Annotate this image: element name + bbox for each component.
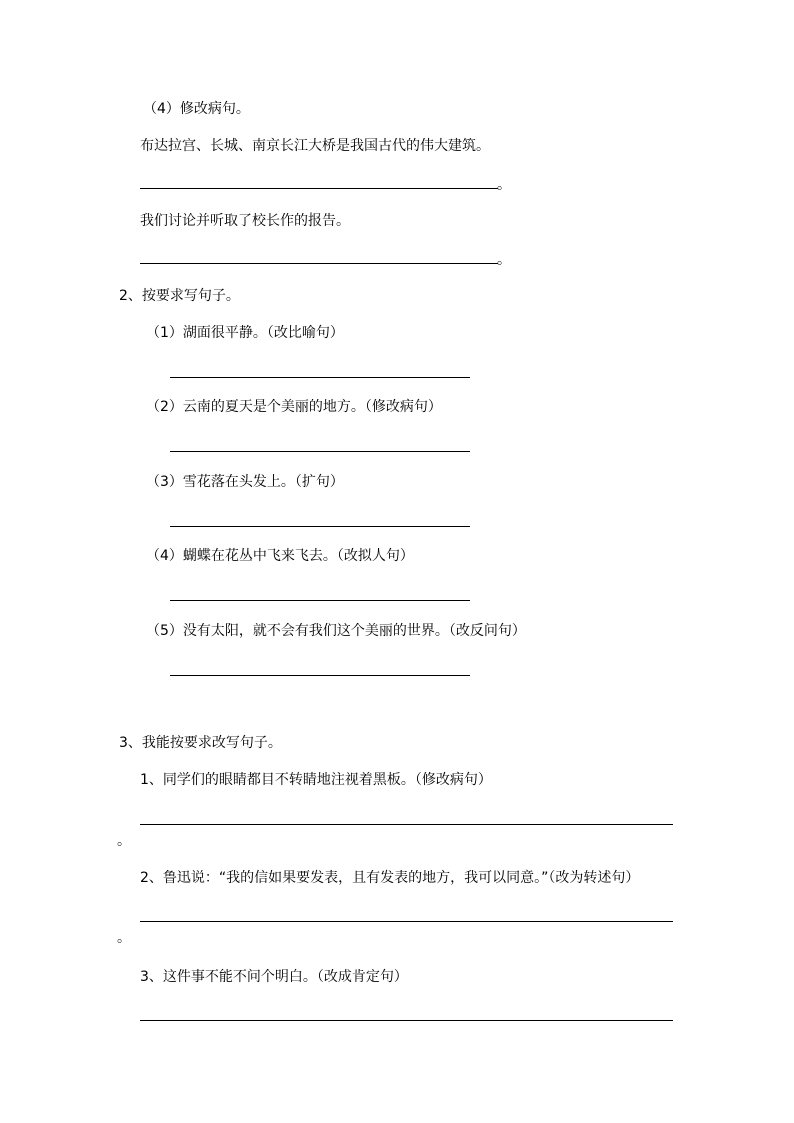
sentence-2: 我们讨论并听取了校长作的报告。 — [140, 213, 350, 229]
end-mark-2: 。 — [497, 252, 511, 268]
s2-item-1: （1）湖面很平静。（改比喻句） — [146, 325, 344, 341]
answer-line-2[interactable] — [140, 263, 498, 264]
s2-answer-line-5[interactable] — [170, 675, 470, 676]
section3-heading: 3、我能按要求改写句子。 — [119, 735, 282, 751]
s3-answer-line-3[interactable] — [140, 1020, 673, 1021]
s3-end-mark-2: 。 — [117, 930, 131, 946]
s2-item-3: （3）雪花落在头发上。（扩句） — [146, 474, 344, 490]
s2-answer-line-1[interactable] — [170, 377, 470, 378]
s3-answer-line-1[interactable] — [140, 824, 673, 825]
s2-item-2: （2）云南的夏天是个美丽的地方。（修改病句） — [146, 399, 442, 415]
s3-answer-line-2[interactable] — [140, 921, 673, 922]
s2-answer-line-3[interactable] — [170, 526, 470, 527]
s3-item-1: 1、同学们的眼睛都目不转睛地注视着黑板。（修改病句） — [140, 772, 492, 788]
s2-item-5: （5）没有太阳，就不会有我们这个美丽的世界。（改反问句） — [146, 623, 526, 639]
s2-answer-line-4[interactable] — [170, 600, 470, 601]
end-mark-1: 。 — [497, 177, 511, 193]
s3-end-mark-1: 。 — [117, 833, 131, 849]
s3-item-2: 2、鲁迅说：“我的信如果要发表，且有发表的地方，我可以同意。”（改为转述句） — [140, 870, 640, 886]
answer-line-1[interactable] — [140, 188, 498, 189]
section2-heading: 2、按要求写句子。 — [119, 288, 240, 304]
sentence-1: 布达拉宫、长城、南京长江大桥是我国古代的伟大建筑。 — [140, 138, 490, 154]
s3-item-3: 3、这件事不能不问个明白。（改成肯定句） — [140, 969, 408, 985]
s2-item-4: （4）蝴蝶在花丛中飞来飞去。（改拟人句） — [146, 548, 414, 564]
q4-label: （4）修改病句。 — [143, 101, 250, 117]
s2-answer-line-2[interactable] — [170, 451, 470, 452]
